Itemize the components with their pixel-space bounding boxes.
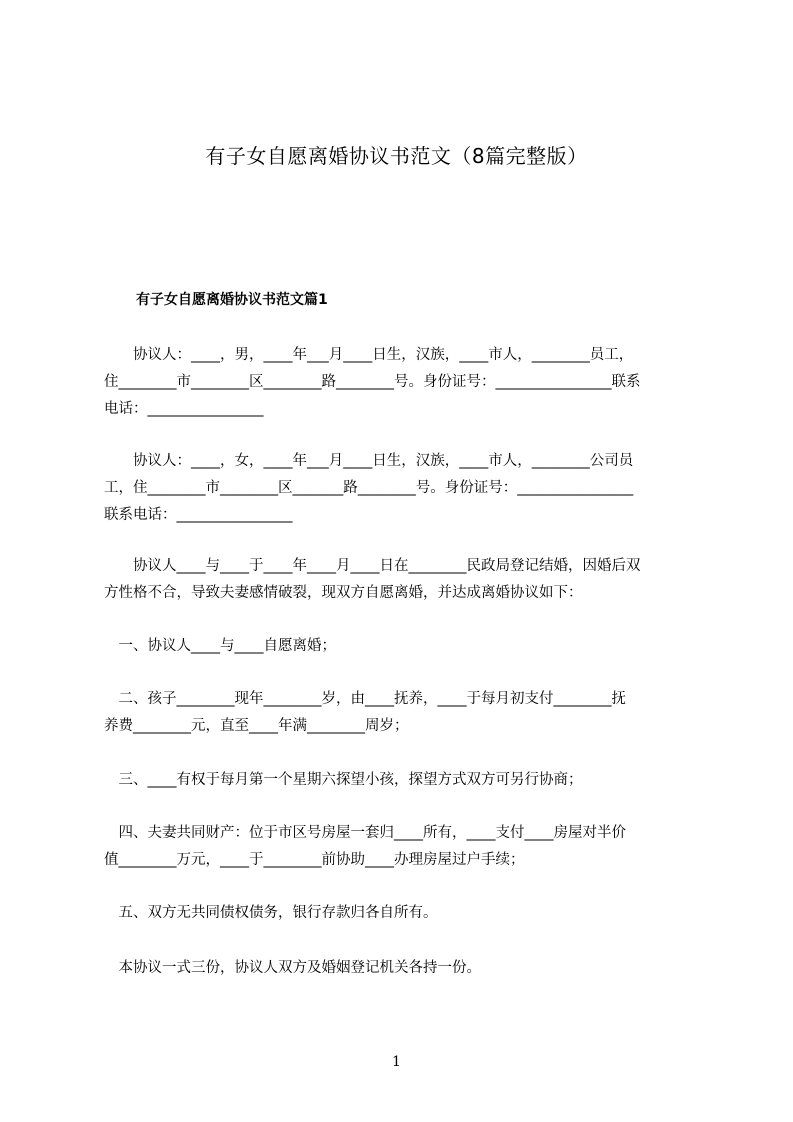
text-line: 工，住________市________区_______路________号。身份证号：________________ [104, 480, 634, 496]
document-title: 有子女自愿离婚协议书范文（8篇完整版） [205, 144, 588, 168]
text-line: 五、双方无共同债权债务，银行存款归各自所有。 [104, 905, 438, 921]
text-line: 三、____有权于每月第一个星期六探望小孩，探望方式双方可另行协商； [104, 772, 583, 788]
text-line: 方性格不合，导致夫妻感情破裂，现双方自愿离婚，并达成离婚协议如下： [104, 585, 583, 601]
text-line: 养费________元，直至____年满________周岁； [104, 718, 409, 734]
paragraph-marriage-statement [104, 553, 704, 607]
section-heading: 有子女自愿离婚协议书范文篇1 [136, 292, 328, 308]
text-line: 四、夫妻共同财产：位于市区号房屋一套归____所有，____支付____房屋对半价 [104, 825, 626, 841]
paragraph-clause-4 [104, 820, 704, 874]
paragraph-clause-3 [104, 767, 704, 794]
text-line: 协议人：____，女，____年___月____日生，汉族，____市人，________公司员 [104, 453, 634, 469]
text-line: 协议人：____，男，____年___月____日生，汉族，____市人，________员工， [104, 347, 634, 363]
paragraph-clause-2 [104, 686, 704, 740]
text-line: 电话：________________ [104, 401, 264, 417]
paragraph-copies-statement [104, 955, 704, 982]
text-line: 协议人____与____于____年____月____日在________民政局登记结婚，因婚后双 [104, 558, 641, 574]
text-line: 住________市________区________路________号。身份证号：________________联系 [104, 374, 641, 390]
text-line: 二、孩子________现年________岁，由____抚养，____于每月初支付________抚 [104, 691, 626, 707]
paragraph-clause-1 [104, 633, 704, 660]
text-line: 本协议一式三份，协议人双方及婚姻登记机关各持一份。 [104, 960, 481, 976]
paragraph-clause-5 [104, 900, 704, 927]
text-line: 值________万元，____于________前协助____办理房屋过户手续； [104, 852, 525, 868]
paragraph-party-male [104, 342, 704, 423]
paragraph-party-female [104, 448, 704, 529]
page-number: 1 [392, 1054, 401, 1070]
text-line: 一、协议人____与____自愿离婚； [104, 638, 336, 654]
text-line: 联系电话：________________ [104, 507, 293, 523]
